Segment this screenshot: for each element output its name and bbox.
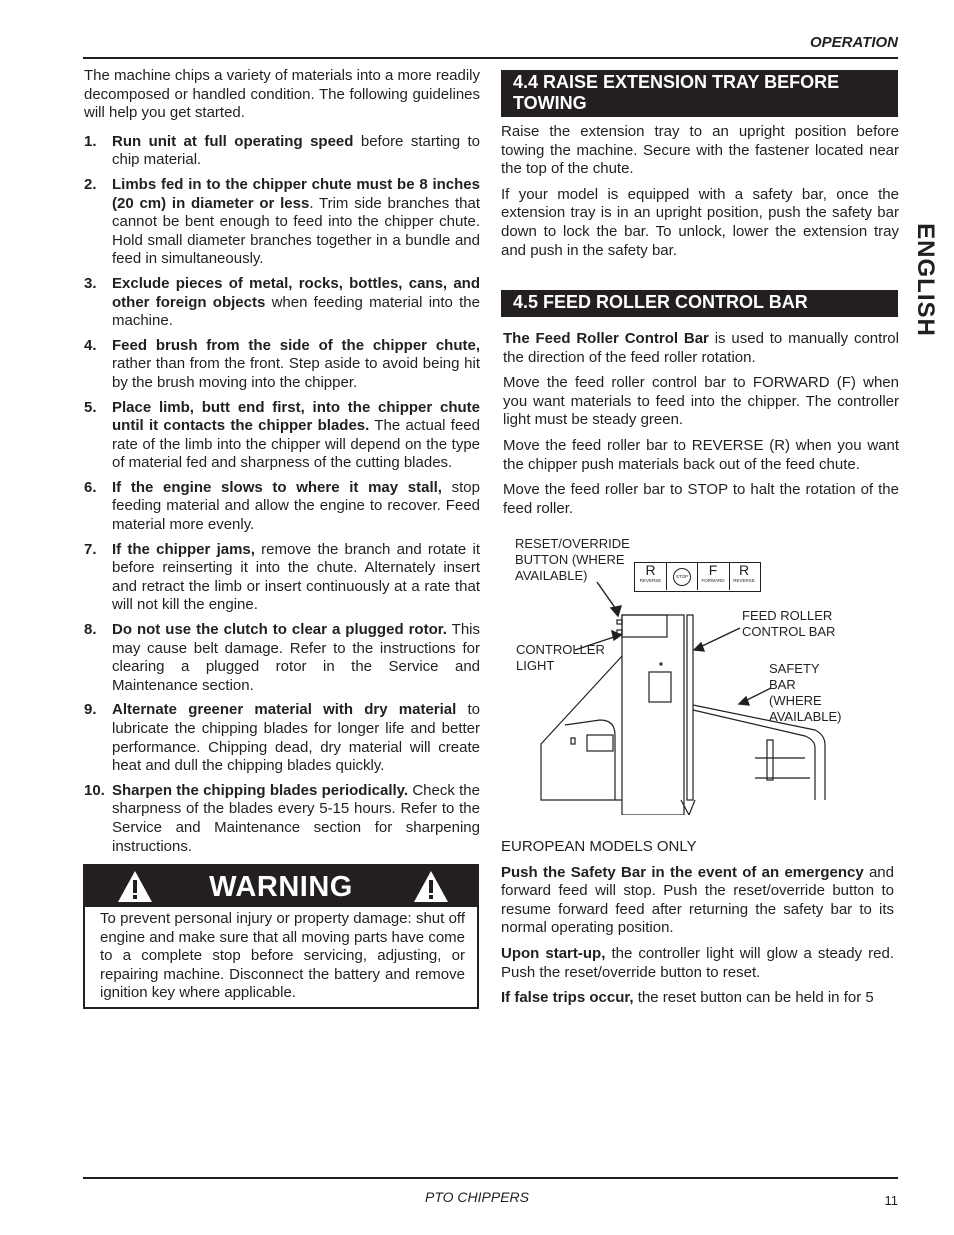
label-line: LIGHT	[516, 658, 555, 673]
step-item	[84, 541, 480, 615]
header-rule	[83, 57, 898, 59]
warning-banner	[85, 866, 477, 907]
section-4-5-p1	[503, 330, 899, 367]
step-bold-text: Place limb, butt end first, into the chipper chute until it contacts the chipper blades.	[112, 398, 480, 435]
european-p2	[501, 945, 894, 982]
step-bold-text: Sharpen the chipping blades periodically.	[112, 781, 409, 799]
step-item	[84, 176, 480, 269]
step-text: The actual feed rate of the limb into the chipper will depend on the type of material fed and sharpness of the cutting blades.	[112, 417, 480, 472]
label-line: AVAILABLE)	[769, 709, 842, 724]
forward-label: FORWARD	[701, 578, 725, 583]
warning-title: WARNING	[209, 871, 353, 903]
label-line: AVAILABLE)	[515, 568, 588, 583]
step-bold-text: Do not use the clutch to clear a plugged rotor.	[112, 621, 447, 639]
reset-override-label	[515, 536, 630, 584]
operation-steps	[84, 133, 480, 856]
step-bold-text: Exclude pieces of metal, rocks, bottles, cans, and other foreign objects	[112, 274, 480, 311]
feed-roller-control-bar-label	[742, 608, 835, 640]
section-4-4-p2: If your model is equipped with a safety bar, once the extension tray is in an upright position, push the safety bar down to lock the bar. To unlock, lower the extension tray and push in the safety bar.	[501, 185, 899, 259]
language-tab-label: ENGLISH	[912, 223, 939, 337]
label-line: RESET/OVERRIDE	[515, 536, 630, 551]
reverse-letter: R	[645, 562, 656, 578]
european-p2-text: the controller light will glow a steady red. Push the reset/override button to reset.	[501, 944, 894, 981]
section-4-5-p1-text: is used to manually control the direction of the feed roller rotation.	[503, 330, 899, 366]
step-text: when feeding material into the machine.	[112, 293, 480, 330]
section-4-5-p4: Move the feed roller bar to STOP to halt the rotation of the feed roller.	[503, 481, 899, 517]
startup-term: Upon start-up,	[501, 944, 606, 962]
reverse-label: REVERSE	[733, 578, 755, 583]
step-item	[84, 275, 480, 331]
reverse-letter: R	[738, 562, 750, 578]
step-bold-text: If the chipper jams,	[112, 540, 255, 558]
footer-title: PTO CHIPPERS	[425, 1189, 529, 1205]
page-number: 11	[884, 1193, 898, 1208]
intro-paragraph: The machine chips a variety of materials into a more readily decomposed or handled condition. The following guidelines will help you get started.	[84, 67, 481, 122]
label-line: FEED ROLLER	[742, 608, 833, 623]
step-bold-text: If the engine slows to where it may stall,	[112, 478, 442, 496]
step-number: 4.	[84, 336, 97, 354]
step-number: 2.	[84, 175, 97, 193]
section-4-4-heading: 4.4 RAISE EXTENSION TRAY BEFORE TOWING	[501, 70, 898, 117]
step-number: 9.	[84, 701, 97, 719]
step-text: stop feeding material and allow the engine to recover. Feed material more evenly.	[112, 478, 480, 534]
step-text: rather than from the front. Step aside to avoid being hit by the brush moving into the chipper.	[112, 355, 480, 391]
warning-text: To prevent personal injury or property damage: shut off engine and make sure that all moving parts have come to a complete stop before servicing, adjusting, or repairing machine. Disconnect the battery and remove ignition key where applicable.	[100, 910, 465, 1002]
label-line: CONTROL BAR	[742, 624, 836, 639]
section-4-4-body	[501, 123, 899, 260]
european-p3	[501, 989, 894, 1008]
reverse-position-right	[729, 563, 759, 590]
step-number: 8.	[84, 621, 97, 639]
step-bold-text: Run unit at full operating speed	[112, 132, 354, 150]
european-p3-text: the reset button can be held in for 5	[633, 989, 874, 1007]
section-4-5-body	[503, 330, 899, 518]
controller-light-label	[516, 642, 605, 674]
feed-roller-control-bar-term: The Feed Roller Control Bar	[503, 330, 709, 347]
step-number: 6.	[84, 478, 97, 496]
step-item	[84, 133, 480, 170]
reverse-label: REVERSE	[639, 578, 662, 583]
step-number: 3.	[84, 274, 97, 292]
reverse-position-left	[635, 563, 667, 590]
label-line: (WHERE	[769, 693, 822, 708]
control-panel	[634, 562, 761, 592]
step-item	[84, 479, 480, 535]
section-4-5-p2: Move the feed roller control bar to FORWARD (F) when you want materials to feed into the chipper. The controller light must be steady green.	[503, 374, 899, 429]
emergency-term: Push the Safety Bar in the event of an emergency	[501, 863, 864, 881]
step-item	[84, 337, 480, 393]
label-line: BUTTON (WHERE	[515, 552, 625, 567]
step-text: before starting to chip material.	[112, 132, 481, 169]
step-text: . Trim side branches that cannot be bent enough to feed into the chipper chute. Hold small diameter branches together in a bundle and feed in simultaneously.	[112, 194, 480, 268]
step-text: to lubricate the chipping blades for longer life and better performance. Chipping dead, dry material will create heat and dull the chipping blades quickly.	[112, 701, 480, 775]
footer-rule	[83, 1177, 898, 1179]
safety-bar-label	[769, 661, 845, 725]
step-number: 7.	[84, 540, 97, 558]
warning-triangle-icon	[413, 870, 449, 903]
step-item	[84, 399, 480, 473]
step-number: 1.	[84, 132, 97, 150]
step-text: This may cause belt damage. Refer to the instructions for clearing a plugged rotor in the Service and Maintenance section.	[112, 621, 480, 694]
european-p1-text: and forward feed will stop. Push the reset/override button to resume forward feed after returning the safety bar to its normal operating position.	[501, 863, 894, 937]
step-text: Check the sharpness of the blades every 5-15 hours. Refer to the Service and Maintenance section for sharpening instructions.	[112, 781, 480, 855]
step-number: 5.	[84, 398, 97, 416]
feed-roller-diagram	[505, 530, 845, 815]
label-line: CONTROLLER	[516, 642, 605, 657]
section-4-4-p1: Raise the extension tray to an upright position before towing the machine. Secure with the fastener located near the top of the chute.	[501, 123, 899, 178]
stop-position	[666, 563, 698, 590]
section-header: OPERATION	[809, 34, 898, 51]
step-bold-text: Limbs fed in to the chipper chute must be 8 inches (20 cm) in diameter or less	[112, 175, 480, 212]
false-trips-term: If false trips occur,	[501, 989, 634, 1007]
section-4-5-p3: Move the feed roller bar to REVERSE (R) when you want the chipper push materials back out of the feed chute.	[503, 436, 899, 473]
forward-letter: F	[708, 562, 718, 578]
step-item	[84, 621, 480, 695]
european-models-section	[501, 838, 894, 1008]
step-bold-text: Feed brush from the side of the chipper chute,	[112, 336, 480, 354]
forward-position	[697, 563, 730, 590]
european-heading: EUROPEAN MODELS ONLY	[501, 838, 697, 855]
left-column	[84, 67, 480, 862]
warning-box	[83, 864, 479, 1009]
label-line: SAFETY BAR	[769, 661, 820, 692]
language-tab	[905, 220, 945, 340]
step-item	[84, 701, 480, 775]
step-number: 10.	[84, 781, 105, 799]
stop-button-icon: STOP	[673, 568, 691, 586]
european-p1	[501, 864, 894, 938]
step-text: remove the branch and rotate it before reinserting it into the chute. Alternately insert and retract the limb or insert continuously at a rate that will not kill the engine.	[112, 540, 481, 614]
step-bold-text: Alternate greener material with dry material	[112, 701, 457, 719]
section-4-5-heading: 4.5 FEED ROLLER CONTROL BAR	[501, 290, 898, 317]
step-item	[84, 782, 480, 856]
